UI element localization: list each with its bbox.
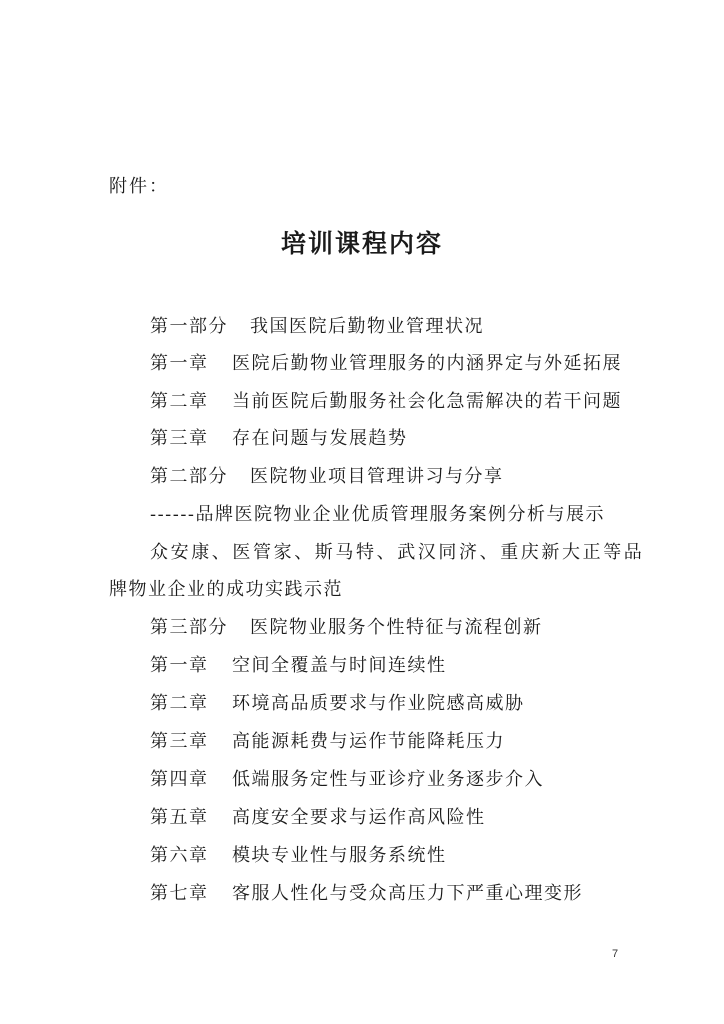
chapter-title: 高度安全要求与运作高风险性 [232, 807, 486, 828]
chapter-line [150, 765, 544, 791]
part2-title: 医院物业项目管理讲习与分享 [250, 466, 504, 487]
chapter-line [150, 879, 583, 905]
part3-label: 第三部分 [150, 617, 228, 638]
chapter-label: 第六章 [150, 845, 209, 866]
chapter-title: 环境高品质要求与作业院感高威胁 [232, 693, 525, 714]
chapter-label: 第一章 [150, 655, 209, 676]
part2-paragraph-line2: 牌物业企业的成功实践示范 [109, 579, 343, 600]
part3-title: 医院物业服务个性特征与流程创新 [250, 617, 543, 638]
chapter-title: 客服人性化与受众高压力下严重心理变形 [232, 883, 583, 904]
attachment-label: 附件： [109, 176, 169, 197]
chapter-label: 第三章 [150, 731, 209, 752]
chapter-line [150, 387, 622, 413]
chapter-title: 模块专业性与服务系统性 [232, 845, 447, 866]
chapter-label: 第一章 [150, 353, 209, 374]
page-title: 培训课程内容 [280, 229, 443, 258]
chapter-line [150, 424, 408, 450]
chapter-line [150, 349, 622, 375]
part1-heading [150, 312, 484, 338]
chapter-line [150, 841, 447, 867]
chapter-label: 第五章 [150, 807, 209, 828]
chapter-title: 医院后勤物业管理服务的内涵界定与外延拓展 [232, 353, 622, 374]
part2-subtitle: ------品牌医院物业企业优质管理服务案例分析与展示 [150, 504, 605, 525]
part2-paragraph-line1: 众安康、医管家、斯马特、武汉同济、重庆新大正等品 [150, 542, 645, 563]
chapter-title: 当前医院后勤服务社会化急需解决的若干问题 [232, 391, 622, 412]
chapter-line [150, 689, 525, 715]
chapter-label: 第二章 [150, 391, 209, 412]
part2-label: 第二部分 [150, 466, 228, 487]
chapter-line [150, 803, 486, 829]
part2-heading [150, 462, 504, 488]
part3-heading [150, 613, 543, 639]
chapter-label: 第三章 [150, 428, 209, 449]
chapter-title: 高能源耗费与运作节能降耗压力 [232, 731, 505, 752]
page-number: 7 [612, 948, 619, 960]
chapter-label: 第四章 [150, 769, 209, 790]
chapter-label: 第七章 [150, 883, 209, 904]
chapter-label: 第二章 [150, 693, 209, 714]
part1-title: 我国医院后勤物业管理状况 [250, 316, 484, 337]
part1-label: 第一部分 [150, 316, 228, 337]
chapter-line [150, 727, 505, 753]
chapter-line [150, 651, 447, 677]
chapter-title: 空间全覆盖与时间连续性 [232, 655, 447, 676]
chapter-title: 存在问题与发展趋势 [232, 428, 408, 449]
chapter-title: 低端服务定性与亚诊疗业务逐步介入 [232, 769, 544, 790]
